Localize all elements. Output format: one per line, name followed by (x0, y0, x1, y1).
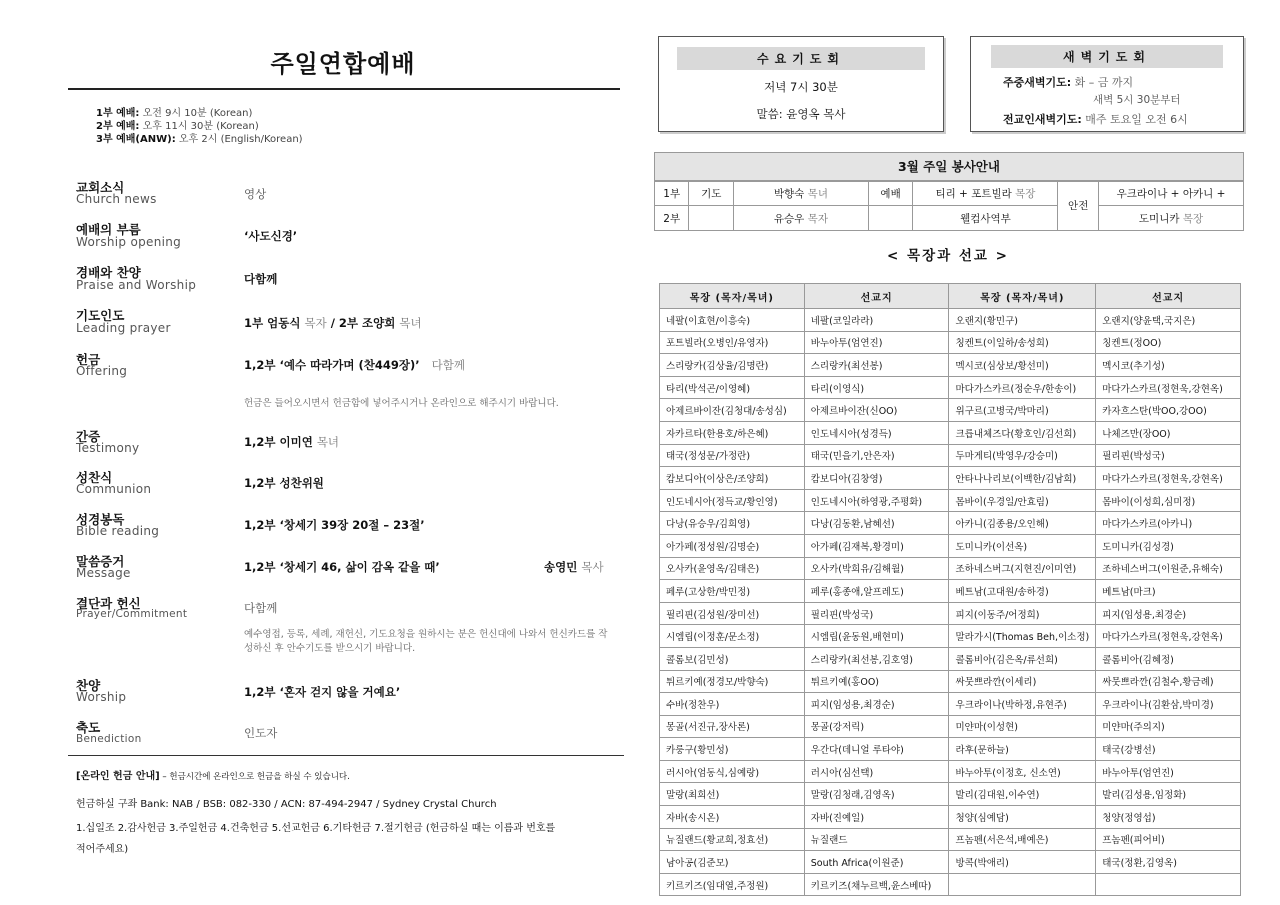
mokjang-cell: 조하네스버그(지현진/이미연) (949, 557, 1096, 580)
mission-field-cell: 스리랑카(최선봉) (804, 354, 949, 377)
mokjang-cell: 튀르키예(정경모/박향숙) (660, 670, 805, 693)
mokjang-cell: 스리랑카(김상율/김명란) (660, 354, 805, 377)
mission-field-cell: 마다가스카르(아카니) (1096, 512, 1241, 535)
mission-field-cell: 칭켄트(정OO) (1096, 331, 1241, 354)
mission-field-cell: 튀르키예(홍OO) (804, 670, 949, 693)
wednesday-time: 저녁 7시 30분 (764, 80, 838, 94)
wednesday-prayer-heading: 수요기도회 (677, 47, 925, 70)
table-row: 2부 유승우 목자 웰컴사역부 도미니카 목장 (655, 206, 1244, 231)
mission-field-cell: 프놈펜(피어비) (1096, 828, 1241, 851)
mission-field-cell: 필리핀(박성국) (1096, 444, 1241, 467)
mission-field-cell: 캄보디아(김창영) (804, 467, 949, 490)
mission-field-cell: 도미니카(김성경) (1096, 534, 1241, 557)
mokjang-cell: 멕시코(심상보/황선미) (949, 354, 1096, 377)
table-row (660, 602, 1241, 625)
table-row (660, 376, 1241, 399)
mission-field-cell: 네팔(코일라라) (804, 309, 949, 332)
order-value: 1,2부 이미연 목녀 (244, 435, 340, 449)
mission-field-cell: 콜롬비아(김혜정) (1096, 647, 1241, 670)
mission-field-cell: 몽골(강저릭) (804, 715, 949, 738)
order-label-kr: 예배의 부름 (76, 222, 141, 237)
order-label-en: Testimony (76, 441, 140, 455)
order-label-kr: 축도 (76, 720, 101, 735)
mission-field-cell: 말랑(김청래,김영옥) (804, 783, 949, 806)
dawn-all-church: 전교인새벽기도: 매주 토요일 오전 6시 (1003, 113, 1188, 126)
mission-field-cell: 나체즈만(장OO) (1096, 421, 1241, 444)
mokjang-cell: 발리(김대원,이수연) (949, 783, 1096, 806)
mission-field-cell: 타리(이영식) (804, 376, 949, 399)
mokjang-cell: 방콕(박애리) (949, 851, 1096, 874)
order-label-kr: 성찬식 (76, 470, 113, 485)
order-value: 1,2부 ‘혼자 걷지 않을 거예요’ (244, 685, 401, 699)
commitment-note: 예수영접, 등록, 세례, 재헌신, 기도요청을 원하시는 분은 헌신대에 나와서 헌신카드를 작성하신 후 안수기도를 받으시기 바랍니다. (244, 629, 608, 654)
order-label-en: Praise and Worship (76, 278, 197, 292)
mokjang-cell: 칭켄트(이일하/송성희) (949, 331, 1096, 354)
order-label-en: Prayer/Commitment (76, 608, 188, 620)
mokjang-cell: 자카르타(한용호/하은혜) (660, 421, 805, 444)
mission-field-cell: 마다가스카르(정현욱,강현옥) (1096, 376, 1241, 399)
mokjang-cell: 몸바이(우경일/안효림) (949, 489, 1096, 512)
mokjang-cell: 키르키즈(임대열,주정원) (660, 873, 805, 896)
order-value: 1,2부 ‘예수 따라가며 (찬449장)’ 다함께 (244, 358, 465, 372)
service-time-2: 2부 예배: 오후 11시 30분 (Korean) (96, 121, 259, 132)
mokjang-cell: 아카니(김종용/오인해) (949, 512, 1096, 535)
service-schedule-table (654, 180, 1244, 231)
table-row (660, 399, 1241, 422)
mission-field-cell (1096, 873, 1241, 896)
order-label-en: Church news (76, 192, 157, 206)
table-row (660, 760, 1241, 783)
order-label-kr: 경배와 찬양 (76, 265, 141, 280)
mission-field-cell: 바누아투(엄연진) (1096, 760, 1241, 783)
order-label-kr: 기도인도 (76, 308, 125, 323)
order-label-en: Communion (76, 482, 152, 496)
online-offering-heading: [온라인 헌금 안내] – 헌금시간에 온라인으로 헌금을 하실 수 있습니다. (76, 771, 350, 782)
mokjang-cell: 라후(문하늘) (949, 738, 1096, 761)
mission-field-cell: South Africa(이원준) (804, 851, 949, 874)
mokjang-cell: 말라가시(Thomas Beh,이소정) (949, 625, 1096, 648)
mission-field-cell: 아가페(김재복,황경미) (804, 534, 949, 557)
table-row (660, 647, 1241, 670)
mission-field-cell: 페루(홍종애,알프레도) (804, 580, 949, 603)
mission-field-cell: 바누아투(엄연진) (804, 331, 949, 354)
mokjang-cell: 말랑(최희선) (660, 783, 805, 806)
wednesday-speaker: 말씀: 윤영옥 목사 (756, 107, 846, 121)
mokjang-cell: 도미니카(이선옥) (949, 534, 1096, 557)
table-row (660, 331, 1241, 354)
mission-field-cell: 마다가스카르(정현욱,강현옥) (1096, 467, 1241, 490)
mission-field-cell: 인도네시아(성경득) (804, 421, 949, 444)
mission-field-cell: 오랜지(양윤택,국지은) (1096, 309, 1241, 332)
mission-field-cell: 인도네시아(하영광,주평화) (804, 489, 949, 512)
mission-field-cell: 발리(김성용,임정화) (1096, 783, 1241, 806)
table-row (660, 670, 1241, 693)
order-value: 인도자 (244, 726, 278, 740)
mokjang-cell: 뉴질랜드(황교희,정효선) (660, 828, 805, 851)
mission-field-cell: 우크라이나(김환삼,박미경) (1096, 693, 1241, 716)
table-row (660, 354, 1241, 377)
order-value: ‘사도신경’ (244, 229, 298, 243)
mokjang-cell: 콜롬비아(김은옥/류선희) (949, 647, 1096, 670)
table-row (660, 738, 1241, 761)
mokjang-cell: 콜롬보(김민성) (660, 647, 805, 670)
mission-field-cell: 조하네스버그(이원준,유해숙) (1096, 557, 1241, 580)
table-row (660, 715, 1241, 738)
order-label-en: Worship opening (76, 235, 182, 249)
offering-types-cont: 적어주세요) (76, 844, 129, 855)
mokjang-cell: 인도네시아(정득교/황인영) (660, 489, 805, 512)
mokjang-cell: 아제르바이잔(김청대/송성심) (660, 399, 805, 422)
dawn-prayer-heading: 새벽기도회 (991, 45, 1223, 68)
dawn-weekday-time: 새벽 5시 30분부터 (1093, 94, 1181, 106)
order-label-en: Benediction (76, 733, 142, 745)
mokjang-cell: 카룽구(황민성) (660, 738, 805, 761)
preacher: 송영민 목사 (544, 560, 604, 574)
order-value: 다함께 (244, 601, 278, 615)
mokjang-cell: 바누아투(이정호, 신소연) (949, 760, 1096, 783)
mokjang-cell: 마다가스카르(정순우/한송이) (949, 376, 1096, 399)
mokjang-cell: 다낭(유승우/김희영) (660, 512, 805, 535)
table-row (660, 806, 1241, 829)
mission-field-cell: 오사카(박희유/김해월) (804, 557, 949, 580)
offering-note: 헌금은 들어오시면서 헌금함에 넣어주시거나 온라인으로 해주시기 바랍니다. (244, 398, 559, 409)
mokjang-cell: 페루(고상한/박민정) (660, 580, 805, 603)
mokjang-cell: 시엠립(이정훈/문소정) (660, 625, 805, 648)
mission-field-cell: 베트남(마크) (1096, 580, 1241, 603)
order-label-en: Offering (76, 364, 128, 378)
mokjang-cell: 필리핀(김성원/장미선) (660, 602, 805, 625)
page-title: 주일연합예배 (270, 50, 416, 78)
order-label-kr: 헌금 (76, 352, 101, 367)
mission-field-cell: 피지(임성용,최경순) (804, 693, 949, 716)
order-label-en: Worship (76, 690, 127, 704)
mokjang-cell: 캄보디아(이상은/조양희) (660, 467, 805, 490)
table-row (660, 557, 1241, 580)
mission-field-cell: 태국(민을기,안은자) (804, 444, 949, 467)
mokjang-cell: 프놈펜(서은석,배예은) (949, 828, 1096, 851)
table-header-row: 목장 (목자/목녀) 선교지 목장 (목자/목녀) 선교지 (660, 284, 1241, 309)
table-row (660, 580, 1241, 603)
mission-field-cell: 시엠립(윤동원,배현미) (804, 625, 949, 648)
mokjang-cell: 베트남(고대원/송하경) (949, 580, 1096, 603)
table-row (660, 421, 1241, 444)
table-row (660, 783, 1241, 806)
order-label-kr: 결단과 헌신 (76, 596, 141, 611)
table-row (660, 489, 1241, 512)
mission-field-cell: 태국(강병선) (1096, 738, 1241, 761)
mission-field-cell: 스리랑카(최선봉,김호영) (804, 647, 949, 670)
mokjang-cell: 네팔(이효현/이흥숙) (660, 309, 805, 332)
mokjang-cell: 오사카(윤영옥/김태은) (660, 557, 805, 580)
order-value: 1,2부 ‘창세기 39장 20절 – 23절’ (244, 518, 425, 532)
mokjang-cell: 우크라이나(박하정,유현주) (949, 693, 1096, 716)
mokjang-cell: 자바(송시온) (660, 806, 805, 829)
mokjang-cell: 싸뭇쁘라깐(이세리) (949, 670, 1096, 693)
dawn-weekday: 주중새벽기도: 화 – 금 까지 (1003, 76, 1134, 89)
mission-field-cell: 미얀마(주의지) (1096, 715, 1241, 738)
order-label-kr: 교회소식 (76, 180, 125, 195)
order-label-en: Message (76, 566, 131, 580)
order-label-en: Bible reading (76, 524, 160, 538)
offering-types: 1.십일조 2.감사헌금 3.주일헌금 4.건축헌금 5.선교헌금 6.기타헌금 7.절기헌금 (헌금하실 때는 이름과 번호를 (76, 823, 556, 834)
mokjang-cell: 안타나나리보(이백한/김남희) (949, 467, 1096, 490)
mission-field-cell: 싸뭇쁘라깐(김철수,황금례) (1096, 670, 1241, 693)
section-divider (68, 755, 624, 756)
order-label-kr: 성경봉독 (76, 512, 125, 527)
mission-field-cell: 카자흐스탄(박OO,강OO) (1096, 399, 1241, 422)
table-row (660, 828, 1241, 851)
mission-field-cell: 다낭(김동환,남혜선) (804, 512, 949, 535)
title-divider (68, 88, 620, 90)
missions-title: < 목장과 선교 > (887, 248, 1009, 264)
table-row (660, 625, 1241, 648)
mokjang-cell (949, 873, 1096, 896)
bank-account: 헌금하실 구좌 Bank: NAB / BSB: 082-330 / ACN: 87-494-2947 / Sydney Crystal Church (76, 799, 497, 810)
table-row (660, 693, 1241, 716)
mokjang-cell: 태국(정성문/가정란) (660, 444, 805, 467)
mission-field-cell: 멕시코(추기성) (1096, 354, 1241, 377)
mokjang-cell: 러시아(엄동식,심예랑) (660, 760, 805, 783)
mokjang-cell: 타리(박석곤/이영혜) (660, 376, 805, 399)
mission-field-cell: 마다가스카르(정현욱,강현옥) (1096, 625, 1241, 648)
mokjang-cell: 아가페(정성원/김명순) (660, 534, 805, 557)
mission-field-cell: 뉴질랜드 (804, 828, 949, 851)
order-value: 영상 (244, 187, 267, 201)
mokjang-cell: 크릅내체즈다(황호인/김선희) (949, 421, 1096, 444)
table-row (660, 467, 1241, 490)
mokjang-cell: 포트빌라(오병인/유영자) (660, 331, 805, 354)
table-row (660, 309, 1241, 332)
order-value: 1부 엄동식 목자 / 2부 조양희 목녀 (244, 316, 422, 330)
order-label-en: Leading prayer (76, 321, 171, 335)
mokjang-cell: 피지(이동주/어정희) (949, 602, 1096, 625)
service-time-3: 3부 예배(ANW): 오후 2시 (English/Korean) (96, 134, 303, 145)
dawn-prayer-box (970, 36, 1244, 132)
mission-field-cell: 청양(정영섭) (1096, 806, 1241, 829)
table-row (660, 444, 1241, 467)
mission-field-cell: 우간다(데니얼 루타야) (804, 738, 949, 761)
table-row (660, 851, 1241, 874)
missions-table (659, 283, 1241, 896)
mokjang-cell: 몽골(서진규,장사론) (660, 715, 805, 738)
order-label-kr: 간증 (76, 429, 101, 444)
table-row: 1부 기도 박향숙 목녀 예배 티리 + 포트빌라 목장 안전 우크라이나 + 아카니 + (655, 181, 1244, 206)
mission-field-cell: 러시아(심선택) (804, 760, 949, 783)
order-value: 1,2부 ‘창세기 46, 삶이 감옥 같을 때’ (244, 560, 440, 574)
mokjang-cell: 수바(정찬우) (660, 693, 805, 716)
mokjang-cell: 두마게티(박영우/강승미) (949, 444, 1096, 467)
mokjang-cell: 미얀마(이성현) (949, 715, 1096, 738)
mission-field-cell: 피지(임성용,최경순) (1096, 602, 1241, 625)
mission-field-cell: 태국(정환,김영옥) (1096, 851, 1241, 874)
order-value: 다함께 (244, 272, 278, 286)
order-label-kr: 말씀증거 (76, 554, 125, 569)
mission-field-cell: 몸바이(이성희,심미정) (1096, 489, 1241, 512)
table-row (660, 512, 1241, 535)
table-row (660, 873, 1241, 896)
mission-field-cell: 필리핀(박성국) (804, 602, 949, 625)
service-time-1: 1부 예배: 오전 9시 10분 (Korean) (96, 108, 253, 119)
order-value: 1,2부 성찬위원 (244, 476, 324, 490)
service-schedule-title: 3월 주일 봉사안내 (654, 152, 1244, 182)
wednesday-prayer-box (658, 36, 944, 132)
order-label-kr: 찬양 (76, 678, 101, 693)
mokjang-cell: 위구르(고병국/박마리) (949, 399, 1096, 422)
mission-field-cell: 키르키즈(채누르백,윤스베따) (804, 873, 949, 896)
mission-field-cell: 자바(진예일) (804, 806, 949, 829)
mission-field-cell: 아제르바이잔(신OO) (804, 399, 949, 422)
mokjang-cell: 남아공(김준모) (660, 851, 805, 874)
mokjang-cell: 청양(심예담) (949, 806, 1096, 829)
table-row (660, 534, 1241, 557)
mokjang-cell: 오랜지(황민구) (949, 309, 1096, 332)
